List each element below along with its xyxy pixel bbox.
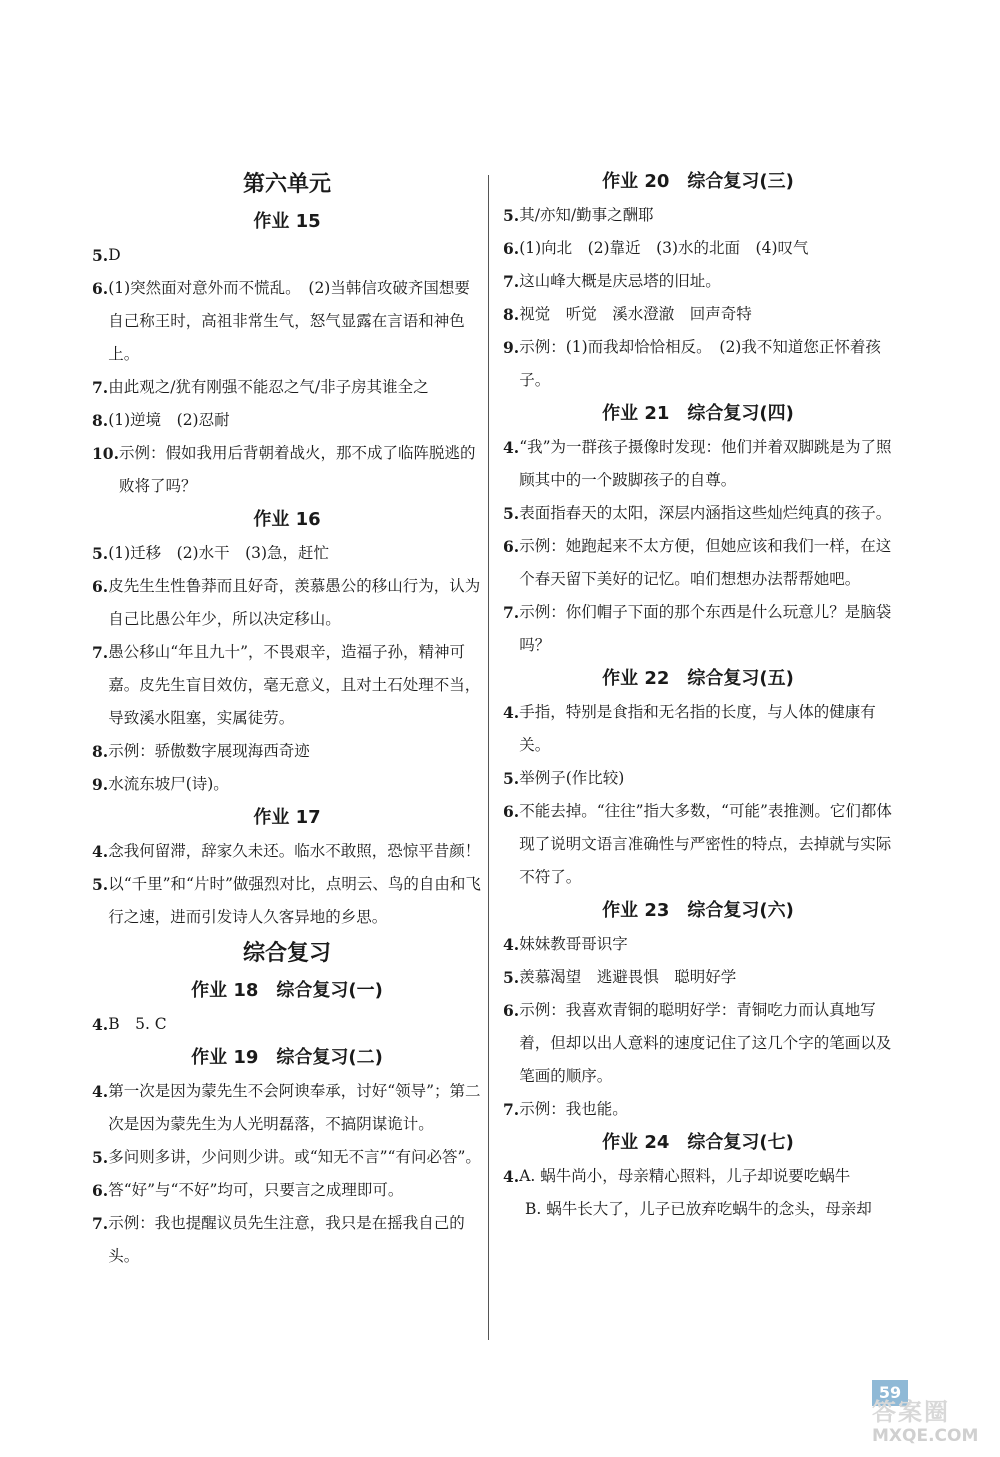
review-title: 综合复习 — [242, 941, 331, 966]
answer-item: 4. B 5. C — [92, 1015, 167, 1034]
answer-item: 6. 示例：我喜欢青铜的聪明好学：青铜吃力而认真地写着，但却以出人意料的速度记住了这几个字的笔画以及笔画的顺序。 — [503, 1001, 892, 1085]
section-hw20 — [503, 165, 893, 397]
answer-item: 6. 答“好”与“不好”均可，只要言之成理即可。 — [92, 1181, 404, 1200]
right-column — [503, 165, 893, 1226]
section-hw19 — [92, 1041, 482, 1273]
answer-item: 8. (1)逆境 (2)忍耐 — [92, 411, 230, 430]
section-title: 作业 18 综合复习(一) — [191, 980, 383, 1001]
left-column — [92, 165, 482, 1273]
section-hw21 — [503, 397, 893, 662]
section-hw17 — [92, 801, 482, 934]
unit-title: 第六单元 — [242, 172, 331, 197]
answer-item: B. 蜗牛长大了，儿子已放弃吃蜗牛的念头，母亲却 — [525, 1200, 872, 1218]
answer-item: 5. (1)迁移 (2)水干 (3)急，赶忙 — [92, 544, 330, 563]
answer-item: 8. 视觉 听觉 溪水澄澈 回声奇特 — [503, 305, 752, 324]
answer-item: 4. 第一次是因为蒙先生不会阿谀奉承，讨好“领导”；第二次是因为蒙先生为人光明磊落，不搞阴谋诡计。 — [92, 1082, 481, 1133]
answer-item: 6. 示例：她跑起来不太方便，但她应该和我们一样，在这个春天留下美好的记忆。咱们想想办法帮帮她吧。 — [503, 537, 892, 588]
section-title: 作业 15 — [253, 211, 321, 232]
answer-item: 8. 示例：骄傲数字展现海西奇迹 — [92, 742, 310, 761]
section-title: 作业 22 综合复习(五) — [602, 668, 794, 689]
answer-item: 4. A. 蜗牛尚小，母亲精心照料，儿子却说要吃蜗牛 — [503, 1167, 851, 1186]
answer-item: 4. “我”为一群孩子摄像时发现：他们并着双脚跳是为了照顾其中的一个跛脚孩子的自尊。 — [503, 438, 892, 489]
answer-item: 7. 示例：你们帽子下面的那个东西是什么玩意儿？是脑袋吗？ — [503, 603, 892, 654]
watermark-url: MXQE.COM — [872, 1426, 979, 1446]
answer-item: 5. 其/亦知/勤事之酬耶 — [503, 206, 654, 225]
section-hw24 — [503, 1126, 893, 1226]
section-title: 作业 19 综合复习(二) — [191, 1047, 383, 1068]
watermark-text: 答案圈 — [872, 1398, 950, 1426]
answer-item: 7. 由此观之/犹有刚强不能忍之气/非子房其谁全之 — [92, 378, 429, 397]
section-hw22 — [503, 662, 893, 894]
answer-item: 6. (1)向北 (2)靠近 (3)水的北面 (4)叹气 — [503, 239, 809, 258]
answer-item: 5. 表面指春天的太阳，深层内涵指这些灿烂纯真的孩子。 — [503, 504, 892, 523]
column-divider — [488, 175, 489, 1340]
answer-item: 9. 水流东坡尸(诗)。 — [92, 775, 229, 794]
answer-item: 4. 手指，特别是食指和无名指的长度，与人体的健康有关。 — [503, 703, 876, 754]
answer-item: 9. 示例：(1)而我却恰恰相反。 (2)我不知道您正怀着孩子。 — [503, 338, 881, 389]
section-hw23 — [503, 894, 893, 1126]
section-title: 作业 16 — [253, 509, 321, 530]
section-title: 作业 21 综合复习(四) — [602, 403, 794, 424]
answer-item: 6. 皮先生生性鲁莽而且好奇，羡慕愚公的移山行为，认为自己比愚公年少，所以决定移山。 — [92, 577, 481, 628]
section-title: 作业 24 综合复习(七) — [602, 1132, 794, 1153]
section-hw18 — [92, 974, 482, 1041]
answer-item: 5. 羡慕渴望 逃避畏惧 聪明好学 — [503, 968, 737, 987]
answer-item: 10. 示例：假如我用后背朝着战火，那不成了临阵脱逃的败将了吗？ — [92, 444, 476, 495]
answer-item: 4. 念我何留滞，辞家久未还。临水不敢照，恐惊平昔颜！ — [92, 842, 481, 861]
section-title: 作业 17 — [253, 807, 321, 828]
answer-item: 7. 示例：我也能。 — [503, 1100, 628, 1119]
answer-item: 5. 举例子(作比较) — [503, 769, 625, 788]
answer-item: 5. 多问则多讲，少问则少讲。或“知无不言”“有问必答”。 — [92, 1148, 481, 1167]
section-title: 作业 20 综合复习(三) — [602, 171, 794, 192]
answer-item: 6. 不能去掉。“往往”指大多数，“可能”表推测。它们都体现了说明文语言准确性与严密性的特点，去掉就与实际不符了。 — [503, 802, 892, 886]
section-hw15 — [92, 205, 482, 503]
section-title: 作业 23 综合复习(六) — [602, 900, 794, 921]
answer-item: 4. 妹妹教哥哥识字 — [503, 935, 628, 954]
watermark-logo — [872, 1398, 992, 1450]
answer-item: 7. 愚公移山“年且九十”，不畏艰辛，造福子孙，精神可嘉。皮先生盲目效仿，毫无意义，且对土石处理不当，导致溪水阻塞，实属徒劳。 — [92, 643, 481, 727]
page-number: 59 — [872, 1380, 908, 1406]
answer-item: 6. (1)突然面对意外而不慌乱。 (2)当韩信攻破齐国想要自己称王时，高祖非常生气，怒气显露在言语和神色上。 — [92, 279, 470, 363]
answer-item: 5. 以“千里”和“片时”做强烈对比，点明云、鸟的自由和飞行之速，进而引发诗人久客异地的乡思。 — [92, 875, 481, 926]
answer-item: 7. 这山峰大概是庆忌塔的旧址。 — [503, 272, 721, 291]
answer-item: 5. D — [92, 246, 121, 265]
section-hw16 — [92, 503, 482, 801]
answer-item: 7. 示例：我也提醒议员先生注意，我只是在摇我自己的头。 — [92, 1214, 465, 1265]
